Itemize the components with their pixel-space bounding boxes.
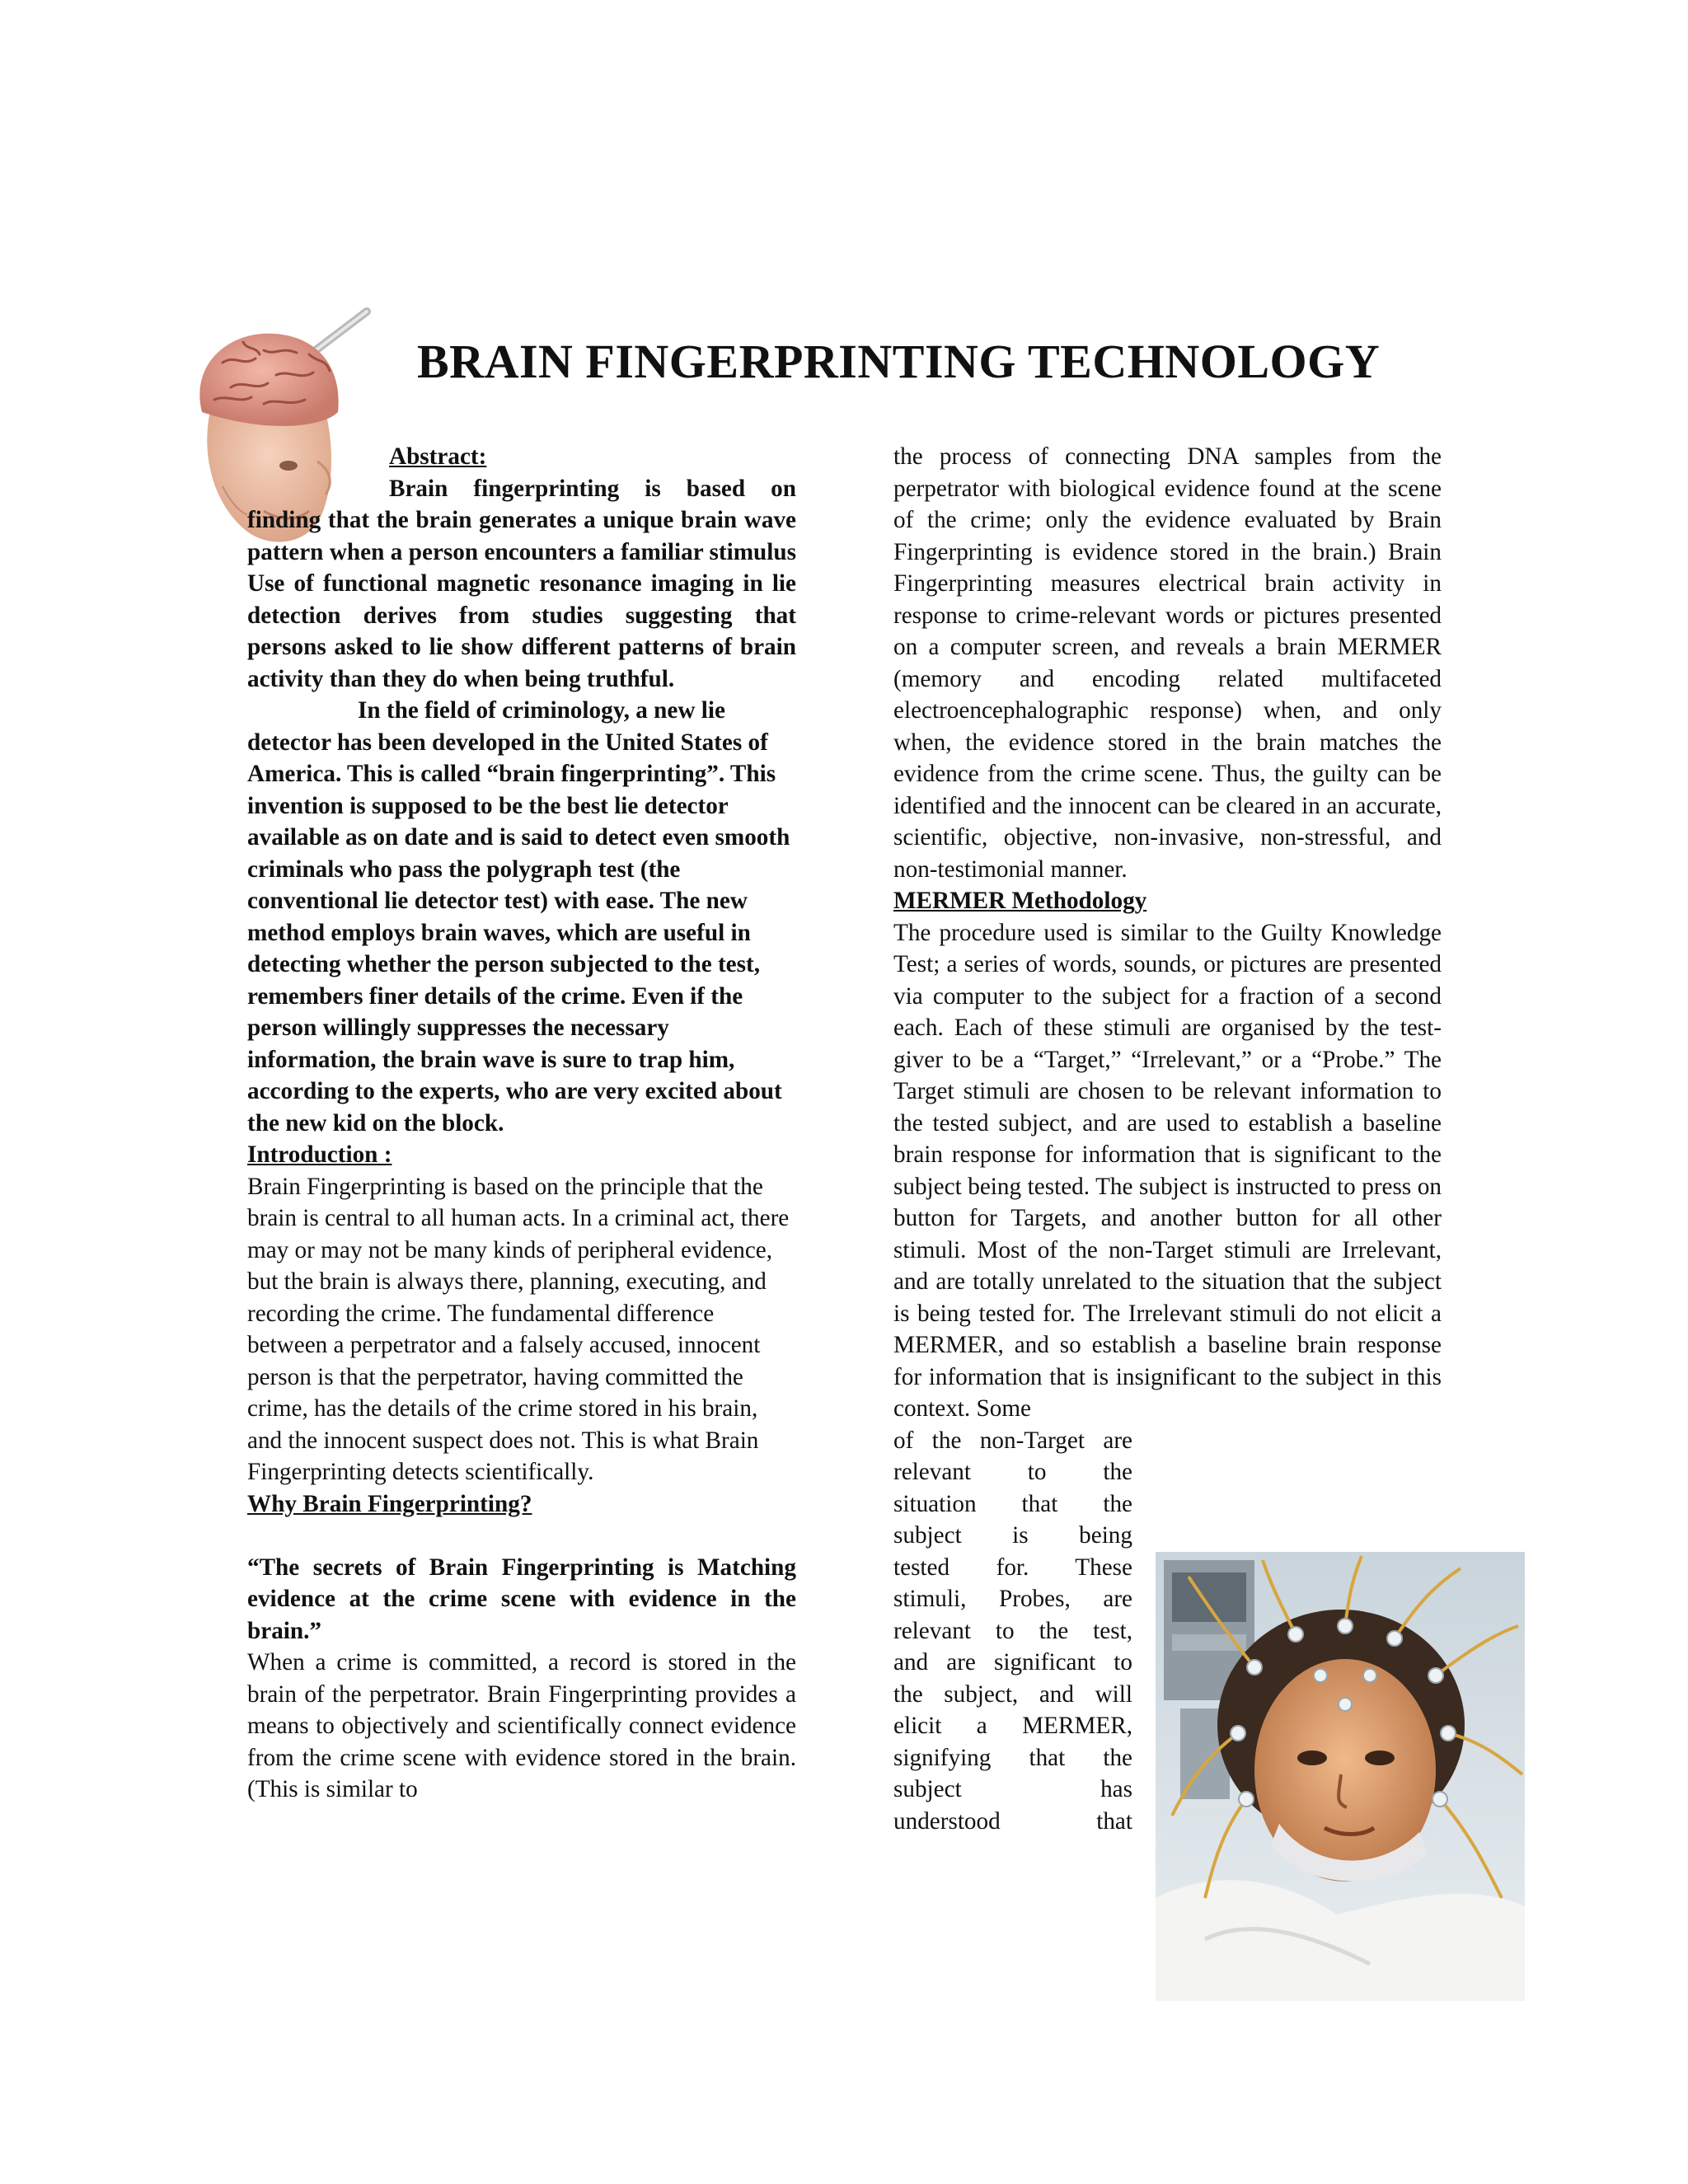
wrap-line: the subject, and will bbox=[893, 1680, 1132, 1708]
introduction-paragraph: Brain Fingerprinting is based on the principle that the brain is central to all human acts. In a criminal act, there may or may not be many kinds of peripheral evidence, but the brain is always there, planning, executing, and recording the crime. The fundamental difference between a perpetrator and a falsely accused, innocent person is that the perpetrator, having committed the crime, has the details of the crime stored in his brain, and the innocent suspect does not. This is what Brain Fingerprinting detects scientifically. bbox=[247, 1173, 790, 1485]
document-title: BRAIN FINGERPRINTING TECHNOLOGY bbox=[417, 335, 1381, 388]
mermer-paragraph: The procedure used is similar to the Guilty Knowledge Test; a series of words, sounds, or pictures are presented via computer to the subject for a fraction of a second each. Each of these stimuli are organised by the test-giver to be a “Target,” “Irrelevant,” or a “Probe.” The Target stimuli are chosen to be relevant information to the tested subject, and are used to establish a baseline brain response for information that is significant to the subject being tested. The subject is instructed to press on button for Targets, and another button for all other stimuli. Most of the non-Target stimuli are Irrelevant, and are totally unrelated to the situation that the subject is being tested for. The Irrelevant stimuli do not elicit a MERMER, and so establish a baseline brain response for information that is insignificant to the subject in this context. Some bbox=[893, 919, 1442, 1422]
mermer-heading: MERMER Methodology bbox=[893, 888, 1147, 914]
wrap-line: signifying that the bbox=[893, 1744, 1132, 1771]
abstract-paragraph: Brain fingerprinting is based on finding that the brain generates a unique brain wave pattern when a person encounters a familiar stimulus Use of functional magnetic resonance imaging in lie detection derives from studies suggesting that persons asked to lie show different patterns of brain activity than they do when being truthful. bbox=[247, 475, 796, 692]
wrap-line: relevant to the test, bbox=[893, 1617, 1132, 1644]
crime-record-paragraph: When a crime is committed, a record is stored in the brain of the perpetrator. Brain Fingerprinting provides a means to objectively and scientifically connect evidence from the crime scene with evidence stored in the brain. (This is similar to bbox=[247, 1649, 796, 1802]
introduction-heading: Introduction : bbox=[247, 1141, 392, 1168]
wrap-line: elicit a MERMER, bbox=[893, 1713, 1132, 1739]
criminology-paragraph: In the field of criminology, a new lie detector has been developed in the United States of America. This is called “brain fingerprinting”. This invention is supposed to be the best lie detector available as on date and is said to detect even smooth criminals who pass the polygraph test (the conventional lie detector test) with ease. The new method employs brain waves, which are useful in detecting whether the person subjected to the test, remembers finer details of the crime. Even if the person willingly suppresses the necessary information, the brain wave is sure to trap him, according to the experts, who are very excited about the new kid on the block. bbox=[247, 697, 790, 1137]
continued-paragraph: the process of connecting DNA samples from the perpetrator with biological evidence found at the scene of the crime; only the evidence evaluated by Brain Fingerprinting is evidence stored in the brain.) Brain Fingerprinting measures electrical brain activity in response to crime-relevant words or pictures presented on a computer screen, and reveals a brain MERMER (memory and encoding related multifaceted electroencephalographic response) when, and only when, the evidence stored in the brain matches the evidence from the crime scene. Thus, the guilty can be identified and the innocent can be cleared in an accurate, scientific, objective, non-invasive, non-stressful, and non-testimonial manner. bbox=[893, 443, 1442, 883]
abstract-header-block bbox=[247, 441, 796, 473]
wrap-line: situation that the bbox=[893, 1490, 1132, 1517]
wrap-line: subject has bbox=[893, 1776, 1132, 1802]
wrap-line: and are significant to bbox=[893, 1649, 1132, 1675]
wrap-line: tested for. These bbox=[893, 1554, 1132, 1581]
spacer bbox=[247, 1520, 796, 1552]
abstract-heading: Abstract: bbox=[389, 443, 487, 470]
why-brain-fingerprinting-heading: Why Brain Fingerprinting? bbox=[247, 1490, 532, 1517]
quote-paragraph: “The secrets of Brain Fingerprinting is Matching evidence at the crime scene with evidence in the brain.” bbox=[247, 1554, 796, 1644]
wrapped-text-block bbox=[893, 1425, 1132, 1838]
wrap-line: of the non-Target are bbox=[893, 1427, 1132, 1454]
eeg-electrode-cap-photo bbox=[1156, 1552, 1525, 2001]
wrap-line: subject is being bbox=[893, 1522, 1132, 1549]
left-column bbox=[247, 441, 796, 1806]
wrap-line: relevant to the bbox=[893, 1459, 1132, 1485]
wrap-line: understood that bbox=[893, 1807, 1132, 1835]
wrap-line: stimuli, Probes, are bbox=[893, 1586, 1132, 1612]
